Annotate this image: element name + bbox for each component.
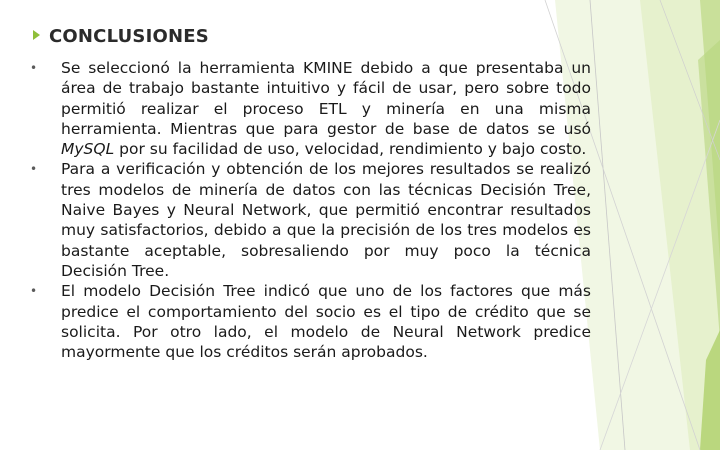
bullet-item <box>30 58 591 159</box>
bullet-icon: • <box>30 284 38 299</box>
bullet-icon: • <box>30 61 38 75</box>
bullet-text: Se seleccionó la herramienta KMINE debido a que presentaba un área de trabajo bastante intuitivo y fácil de usar, pero sobre todo permitió realizar el proceso ETL y minería en una misma herramienta. Mientras que para gestor de base de datos se usó <box>61 59 591 138</box>
bullet-text: por su facilidad de uso, velocidad, rendimiento y bajo costo. <box>114 140 587 159</box>
bullet-item <box>30 159 591 281</box>
bullet-text: El modelo Decisión Tree indicó que uno de los factores que más predice el comportamiento del socio es el tipo de crédito que se solicita. Por otro lado, el modelo de Neural Network predice mayormente que los créditos serán aprobados. <box>61 282 591 362</box>
title-triangle-icon <box>33 30 40 40</box>
bullet-text-italic: MySQL <box>61 140 115 159</box>
bullet-list <box>30 58 591 362</box>
bullet-item <box>30 281 591 362</box>
slide-title: CONCLUSIONES <box>49 26 209 47</box>
bullet-icon: • <box>30 162 38 177</box>
bullet-text: Para a verificación y obtención de los mejores resultados se realizó tres modelos de minería de datos con las técnicas Decisión Tree, Naive Bayes y Neural Network, que permitió encontrar resultados muy satisfactorios, debido a que la precisión de los tres modelos es bastante aceptable, sobresaliendo por muy poco la técnica Decisión Tree. <box>61 160 591 280</box>
